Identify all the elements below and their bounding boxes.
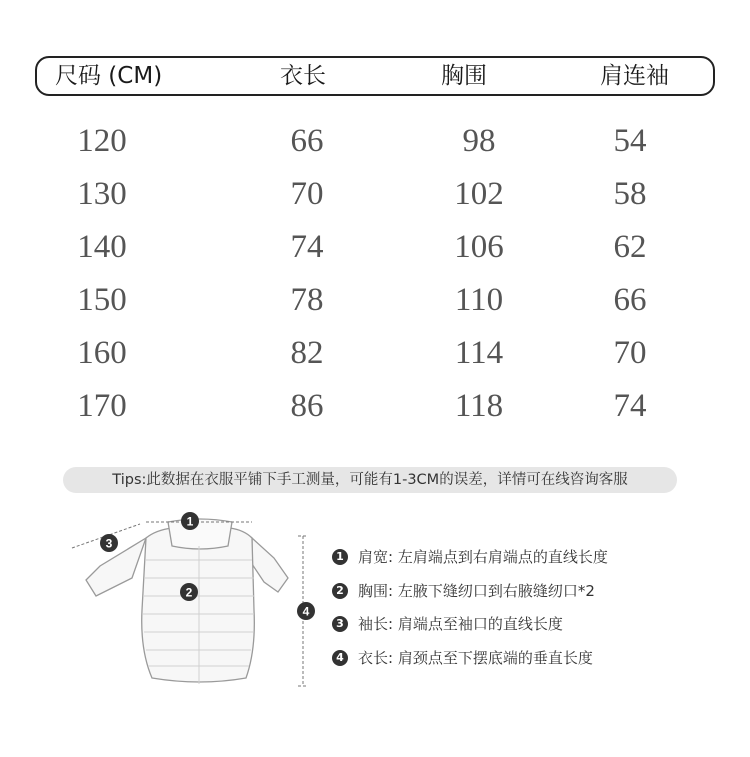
cell-sleeve: 74 [613,388,647,424]
legend-text: 胸围: 左腋下缝纫口到右腋缝纫口*2 [358,582,595,600]
legend-number: 2 [332,583,348,599]
header-size: 尺码 (CM) [55,63,163,89]
cell-size: 120 [77,123,127,159]
cell-chest: 114 [454,335,504,371]
cell-size: 140 [77,229,127,265]
marker-3 [100,534,118,552]
marker-2 [180,583,198,601]
cell-size: 170 [77,388,127,424]
size-table-header [35,56,715,96]
marker-1 [181,512,199,530]
table-row [0,227,750,267]
cell-length: 66 [290,123,324,159]
svg-text:1: 1 [186,514,194,529]
cell-size: 160 [77,335,127,371]
legend-number: 4 [332,650,348,666]
cell-chest: 110 [454,282,504,318]
legend-number: 1 [332,549,348,565]
header-sleeve: 肩连袖 [600,63,669,89]
cell-sleeve: 70 [613,335,647,371]
table-row [0,386,750,426]
cell-sleeve: 58 [613,176,647,212]
cell-sleeve: 62 [613,229,647,265]
cell-chest: 98 [462,123,496,159]
cell-length: 86 [290,388,324,424]
cell-chest: 118 [454,388,504,424]
cell-length: 78 [290,282,324,318]
table-row [0,121,750,161]
table-row [0,280,750,320]
header-chest: 胸围 [441,63,487,89]
legend-number: 3 [332,616,348,632]
cell-length: 82 [290,335,324,371]
legend-text: 肩宽: 左肩端点到右肩端点的直线长度 [358,548,608,566]
legend-text: 袖长: 肩端点至袖口的直线长度 [358,615,563,633]
cell-chest: 106 [454,229,504,265]
cell-length: 74 [290,229,324,265]
cell-chest: 102 [454,176,504,212]
marker-4 [297,602,315,620]
measurement-tips: Tips:此数据在衣服平铺下手工测量，可能有1-3CM的误差，详情可在线咨询客服 [63,467,677,493]
cell-size: 130 [77,176,127,212]
header-length: 衣长 [280,63,326,89]
jacket-measurement-diagram [60,500,340,700]
table-row [0,333,750,373]
svg-text:3: 3 [105,536,113,551]
cell-size: 150 [77,282,127,318]
table-row [0,174,750,214]
svg-text:2: 2 [185,585,193,600]
svg-text:4: 4 [302,604,310,619]
cell-sleeve: 54 [613,123,647,159]
cell-length: 70 [290,176,324,212]
legend-text: 衣长: 肩颈点至下摆底端的垂直长度 [358,649,593,667]
cell-sleeve: 66 [613,282,647,318]
